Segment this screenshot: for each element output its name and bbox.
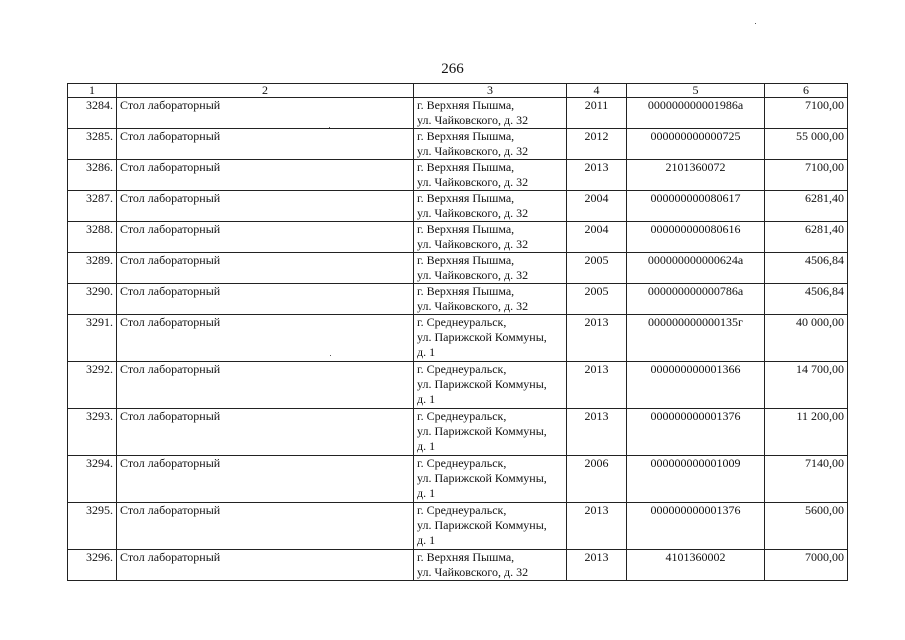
- item-cost: 11 200,00: [765, 409, 848, 456]
- column-header-row: [68, 84, 848, 98]
- item-year: 2011: [567, 98, 627, 129]
- item-cost: 7000,00: [765, 550, 848, 581]
- item-cost: 14 700,00: [765, 362, 848, 409]
- item-name: Стол лабораторный: [117, 503, 414, 550]
- item-address: [414, 315, 567, 362]
- table-row: [68, 98, 848, 129]
- item-cost: 7100,00: [765, 160, 848, 191]
- row-number: 3292.: [68, 362, 117, 409]
- address-line: г. Верхняя Пышма,: [417, 129, 515, 143]
- table-row: [68, 503, 848, 550]
- column-header: 1: [68, 84, 117, 98]
- item-address: [414, 160, 567, 191]
- table-row: [68, 550, 848, 581]
- table-row: [68, 315, 848, 362]
- address-line: ул. Парижской Коммуны,: [417, 424, 547, 438]
- address-line: д. 1: [417, 439, 436, 453]
- address-line: д. 1: [417, 392, 436, 406]
- item-year: 2005: [567, 253, 627, 284]
- item-address: [414, 550, 567, 581]
- table-row: [68, 191, 848, 222]
- item-address: [414, 503, 567, 550]
- address-line: г. Верхняя Пышма,: [417, 222, 515, 236]
- inventory-number: 000000000000624а: [627, 253, 765, 284]
- item-year: 2012: [567, 129, 627, 160]
- item-year: 2013: [567, 503, 627, 550]
- item-cost: 4506,84: [765, 284, 848, 315]
- column-header: 6: [765, 84, 848, 98]
- inventory-number: 000000000080617: [627, 191, 765, 222]
- address-line: д. 1: [417, 533, 436, 547]
- column-header: 2: [117, 84, 414, 98]
- inventory-table: [67, 83, 848, 581]
- item-address: [414, 129, 567, 160]
- row-number: 3293.: [68, 409, 117, 456]
- address-line: ул. Чайковского, д. 32: [417, 113, 529, 127]
- item-name: Стол лабораторный: [117, 160, 414, 191]
- inventory-number: 000000000000786а: [627, 284, 765, 315]
- item-name: Стол лабораторный: [117, 284, 414, 315]
- table-row: [68, 409, 848, 456]
- item-year: 2005: [567, 284, 627, 315]
- item-address: [414, 98, 567, 129]
- inventory-number: 000000000000135г: [627, 315, 765, 362]
- row-number: 3286.: [68, 160, 117, 191]
- address-line: ул. Чайковского, д. 32: [417, 144, 529, 158]
- row-number: 3288.: [68, 222, 117, 253]
- item-address: [414, 253, 567, 284]
- item-name: Стол лабораторный: [117, 253, 414, 284]
- column-header: 5: [627, 84, 765, 98]
- address-line: ул. Чайковского, д. 32: [417, 175, 529, 189]
- table-body: [68, 84, 848, 581]
- address-line: ул. Парижской Коммуны,: [417, 518, 547, 532]
- page-number: 266: [441, 61, 464, 77]
- item-name: Стол лабораторный: [117, 129, 414, 160]
- address-line: д. 1: [417, 486, 436, 500]
- address-line: г. Верхняя Пышма,: [417, 160, 515, 174]
- inventory-number: 000000000001009: [627, 456, 765, 503]
- item-cost: 5600,00: [765, 503, 848, 550]
- row-number: 3285.: [68, 129, 117, 160]
- address-line: г. Верхняя Пышма,: [417, 550, 515, 564]
- inventory-number: 2101360072: [627, 160, 765, 191]
- row-number: 3290.: [68, 284, 117, 315]
- item-name: Стол лабораторный: [117, 362, 414, 409]
- item-address: [414, 284, 567, 315]
- address-line: г. Среднеуральск,: [417, 315, 507, 329]
- address-line: г. Среднеуральск,: [417, 362, 507, 376]
- item-cost: 7100,00: [765, 98, 848, 129]
- item-year: 2013: [567, 315, 627, 362]
- item-year: 2004: [567, 191, 627, 222]
- item-year: 2013: [567, 362, 627, 409]
- row-number: 3289.: [68, 253, 117, 284]
- address-line: ул. Чайковского, д. 32: [417, 565, 529, 579]
- address-line: г. Среднеуральск,: [417, 456, 507, 470]
- item-name: Стол лабораторный: [117, 98, 414, 129]
- table-row: [68, 362, 848, 409]
- item-cost: 40 000,00: [765, 315, 848, 362]
- table-row: [68, 253, 848, 284]
- row-number: 3295.: [68, 503, 117, 550]
- item-cost: 55 000,00: [765, 129, 848, 160]
- item-name: Стол лабораторный: [117, 409, 414, 456]
- inventory-number: 4101360002: [627, 550, 765, 581]
- item-address: [414, 191, 567, 222]
- item-address: [414, 409, 567, 456]
- address-line: д. 1: [417, 345, 436, 359]
- inventory-number: 000000000000725: [627, 129, 765, 160]
- row-number: 3294.: [68, 456, 117, 503]
- address-line: ул. Парижской Коммуны,: [417, 377, 547, 391]
- address-line: г. Верхняя Пышма,: [417, 98, 515, 112]
- scan-speck: [755, 23, 756, 24]
- inventory-number: 000000000001986а: [627, 98, 765, 129]
- address-line: ул. Чайковского, д. 32: [417, 299, 529, 313]
- address-line: г. Верхняя Пышма,: [417, 191, 515, 205]
- inventory-number: 000000000080616: [627, 222, 765, 253]
- row-number: 3291.: [68, 315, 117, 362]
- address-line: ул. Чайковского, д. 32: [417, 206, 529, 220]
- address-line: г. Верхняя Пышма,: [417, 284, 515, 298]
- table-row: [68, 222, 848, 253]
- item-name: Стол лабораторный: [117, 222, 414, 253]
- address-line: ул. Парижской Коммуны,: [417, 471, 547, 485]
- inventory-number: 000000000001366: [627, 362, 765, 409]
- row-number: 3284.: [68, 98, 117, 129]
- item-name: Стол лабораторный: [117, 191, 414, 222]
- address-line: ул. Парижской Коммуны,: [417, 330, 547, 344]
- item-name: Стол лабораторный: [117, 550, 414, 581]
- item-cost: 6281,40: [765, 191, 848, 222]
- item-year: 2013: [567, 409, 627, 456]
- scan-speck: [329, 127, 330, 128]
- table-row: [68, 160, 848, 191]
- item-year: 2013: [567, 160, 627, 191]
- item-name: Стол лабораторный: [117, 315, 414, 362]
- column-header: 4: [567, 84, 627, 98]
- address-line: г. Среднеуральск,: [417, 503, 507, 517]
- item-year: 2004: [567, 222, 627, 253]
- address-line: г. Верхняя Пышма,: [417, 253, 515, 267]
- item-year: 2006: [567, 456, 627, 503]
- address-line: ул. Чайковского, д. 32: [417, 237, 529, 251]
- item-address: [414, 362, 567, 409]
- item-address: [414, 456, 567, 503]
- row-number: 3296.: [68, 550, 117, 581]
- item-cost: 7140,00: [765, 456, 848, 503]
- scan-speck: [330, 355, 331, 356]
- table-row: [68, 456, 848, 503]
- inventory-number: 000000000001376: [627, 409, 765, 456]
- item-year: 2013: [567, 550, 627, 581]
- item-cost: 4506,84: [765, 253, 848, 284]
- row-number: 3287.: [68, 191, 117, 222]
- address-line: г. Среднеуральск,: [417, 409, 507, 423]
- item-name: Стол лабораторный: [117, 456, 414, 503]
- inventory-number: 000000000001376: [627, 503, 765, 550]
- item-cost: 6281,40: [765, 222, 848, 253]
- table-row: [68, 284, 848, 315]
- table-row: [68, 129, 848, 160]
- item-address: [414, 222, 567, 253]
- column-header: 3: [414, 84, 567, 98]
- address-line: ул. Чайковского, д. 32: [417, 268, 529, 282]
